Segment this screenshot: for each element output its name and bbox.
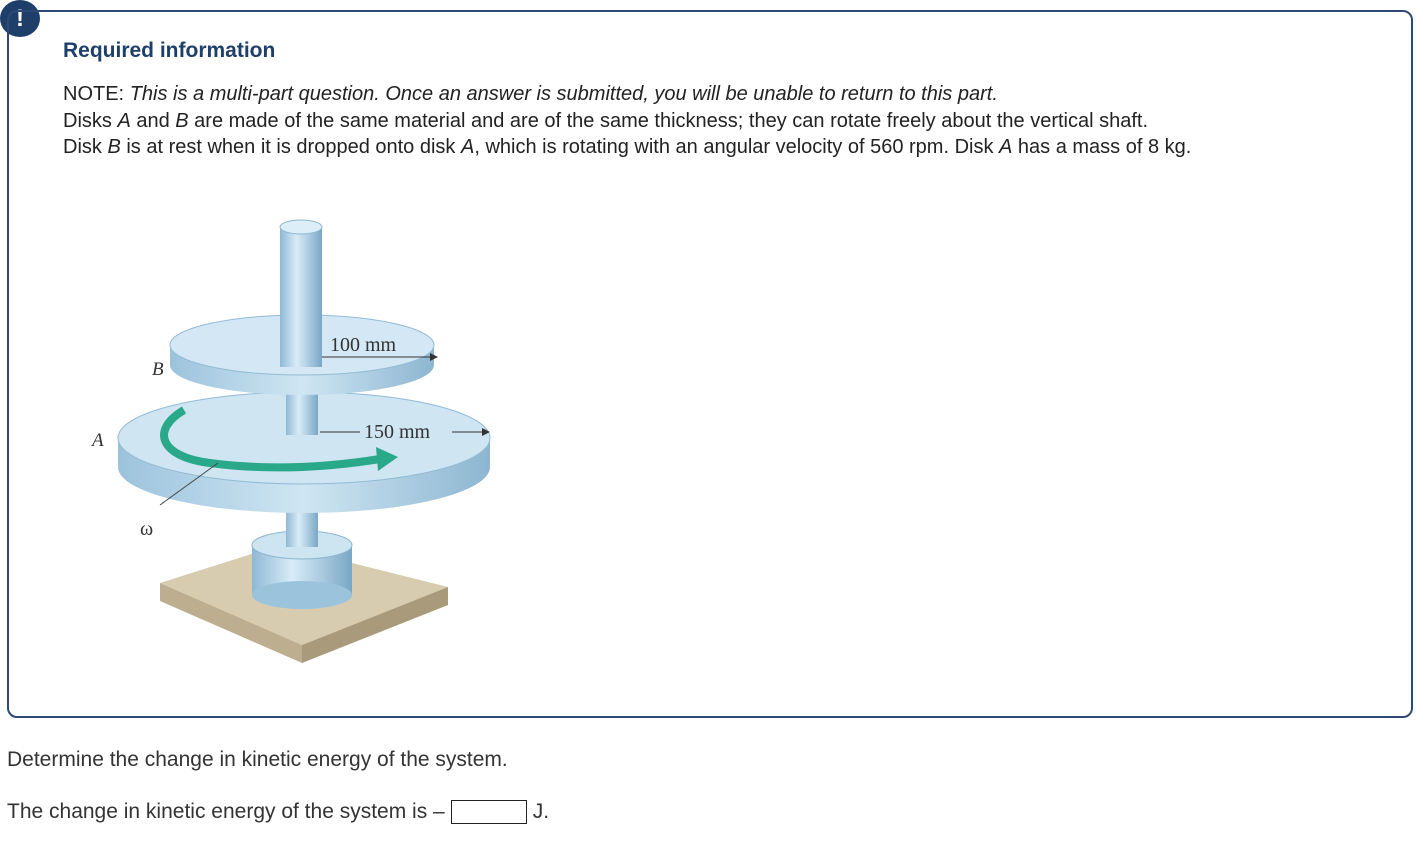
problem-line-2	[63, 108, 1363, 135]
answer-row	[7, 800, 549, 824]
text: are made of the same material and are of the same thickness; they can rotate freely about the vertical shaft.	[188, 109, 1149, 132]
text: is at rest when it is dropped onto disk	[120, 136, 461, 158]
alert-icon: !	[0, 0, 40, 37]
answer-unit: J.	[532, 800, 550, 823]
answer-prefix: The change in kinetic energy of the system is –	[7, 800, 445, 823]
text: Disk	[63, 136, 108, 158]
disk-shaft-figure	[80, 205, 500, 675]
answer-input[interactable]	[451, 800, 527, 824]
text: Disks	[63, 109, 118, 132]
var-a: A	[999, 136, 1013, 158]
shaft-top	[280, 220, 322, 367]
question-text: Determine the change in kinetic energy of the system.	[7, 748, 508, 771]
dim-label-bottom: 150 mm	[364, 421, 431, 443]
var-b: B	[107, 136, 121, 158]
problem-line-3	[63, 134, 1363, 161]
label-omega: ω	[140, 518, 154, 540]
label-b: B	[152, 359, 164, 380]
note-text: This is a multi-part question. Once an answer is submitted, you will be unable to return to this part.	[129, 83, 998, 105]
text: has a mass of 8 kg.	[1012, 136, 1192, 158]
var-b: B	[175, 109, 189, 132]
problem-statement	[63, 81, 1363, 161]
note-line	[63, 81, 1363, 108]
var-a: A	[460, 136, 475, 158]
dim-label-top: 100 mm	[330, 334, 397, 356]
label-a: A	[92, 430, 104, 451]
text: , which is rotating with an angular velocity of 560 rpm. Disk	[474, 136, 1000, 158]
panel-title: Required information	[63, 39, 276, 62]
var-a: A	[117, 109, 131, 132]
note-prefix: NOTE:	[63, 83, 125, 105]
text: and	[130, 109, 176, 132]
